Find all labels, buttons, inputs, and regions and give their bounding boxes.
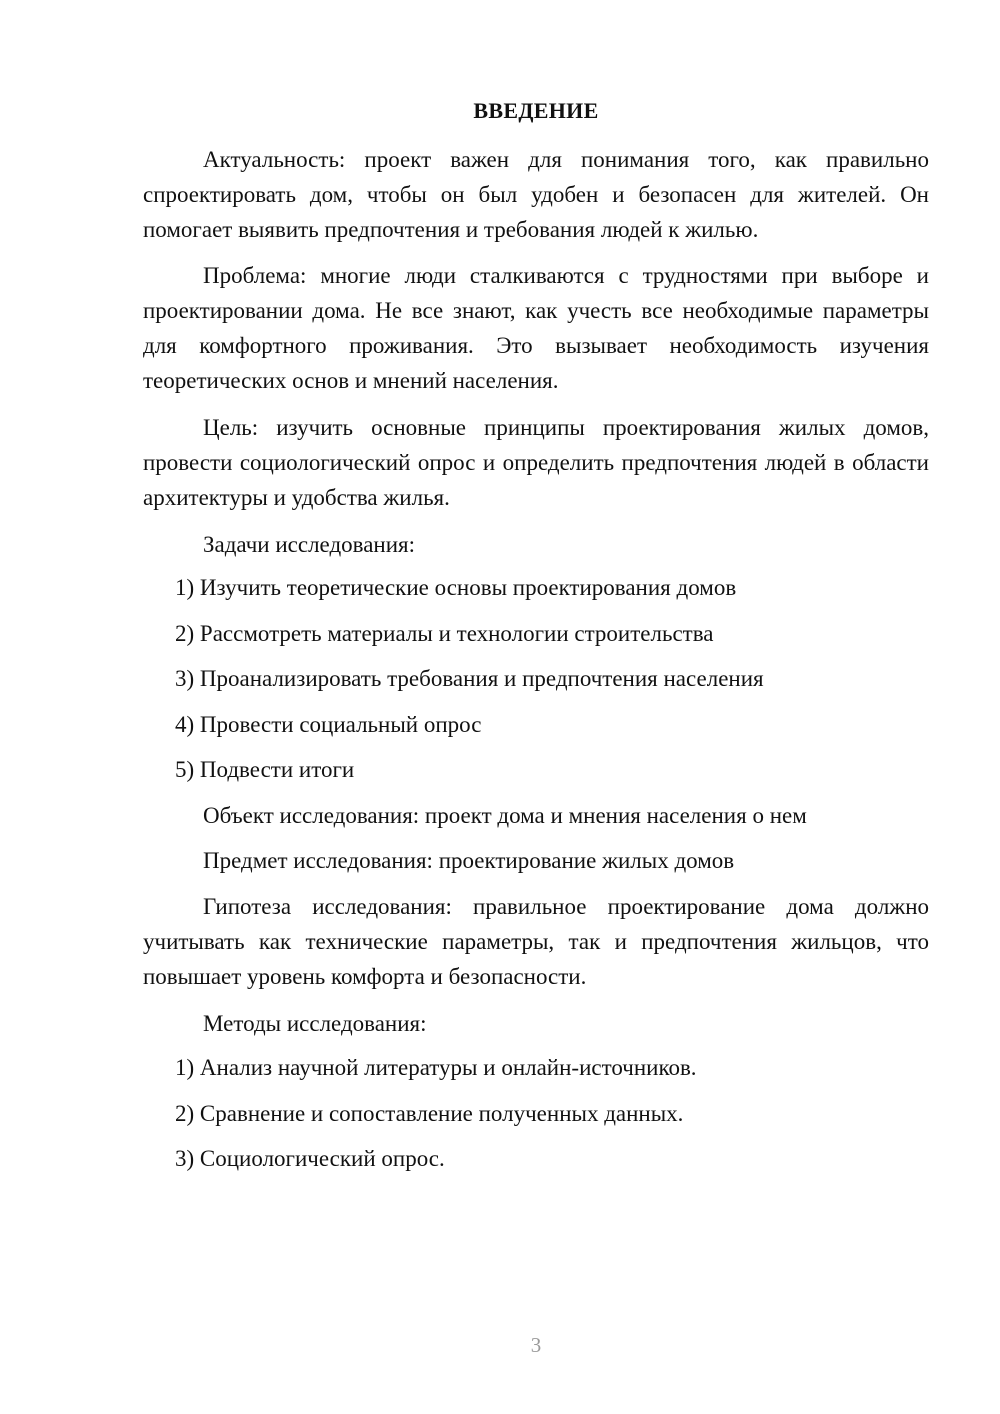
research-subject: Предмет исследования: проектирование жилых домов	[203, 848, 735, 873]
relevance-paragraph: Актуальность: проект важен для понимания того, как правильно спроектировать дом, чтобы он был удобен и безопасен для жителей. Он помогает выявить предпочтения и требования людей к жилью.	[143, 147, 929, 242]
method-item: 1) Анализ научной литературы и онлайн-источников.	[175, 1055, 697, 1080]
tasks-title: Задачи исследования:	[203, 532, 416, 557]
task-item: 1) Изучить теоретические основы проектирования домов	[175, 575, 737, 600]
problem-paragraph: Проблема: многие люди сталкиваются с трудностями при выборе и проектировании дома. Не все знают, как учесть все необходимые параметры для комфортного проживания. Это вызывает необходимость изучения теоретических основ и мнений населения.	[143, 263, 929, 393]
section-heading: ВВЕДЕНИЕ	[473, 98, 599, 123]
page-number: 3	[530, 1333, 542, 1357]
task-item: 2) Рассмотреть материалы и технологии строительства	[175, 621, 714, 646]
method-item: 2) Сравнение и сопоставление полученных данных.	[175, 1101, 684, 1126]
goal-paragraph: Цель: изучить основные принципы проектирования жилых домов, провести социологический опрос и определить предпочтения людей в области архитектуры и удобства жилья.	[143, 415, 929, 510]
task-item: 5) Подвести итоги	[175, 757, 355, 782]
method-item: 3) Социологический опрос.	[175, 1146, 445, 1171]
task-item: 4) Провести социальный опрос	[175, 712, 482, 737]
research-object: Объект исследования: проект дома и мнения населения о нем	[203, 803, 807, 828]
hypothesis-paragraph: Гипотеза исследования: правильное проектирование дома должно учитывать как технические параметры, так и предпочтения жильцов, что повышает уровень комфорта и безопасности.	[143, 894, 929, 989]
methods-title: Методы исследования:	[203, 1011, 427, 1036]
task-item: 3) Проанализировать требования и предпочтения населения	[175, 666, 764, 691]
